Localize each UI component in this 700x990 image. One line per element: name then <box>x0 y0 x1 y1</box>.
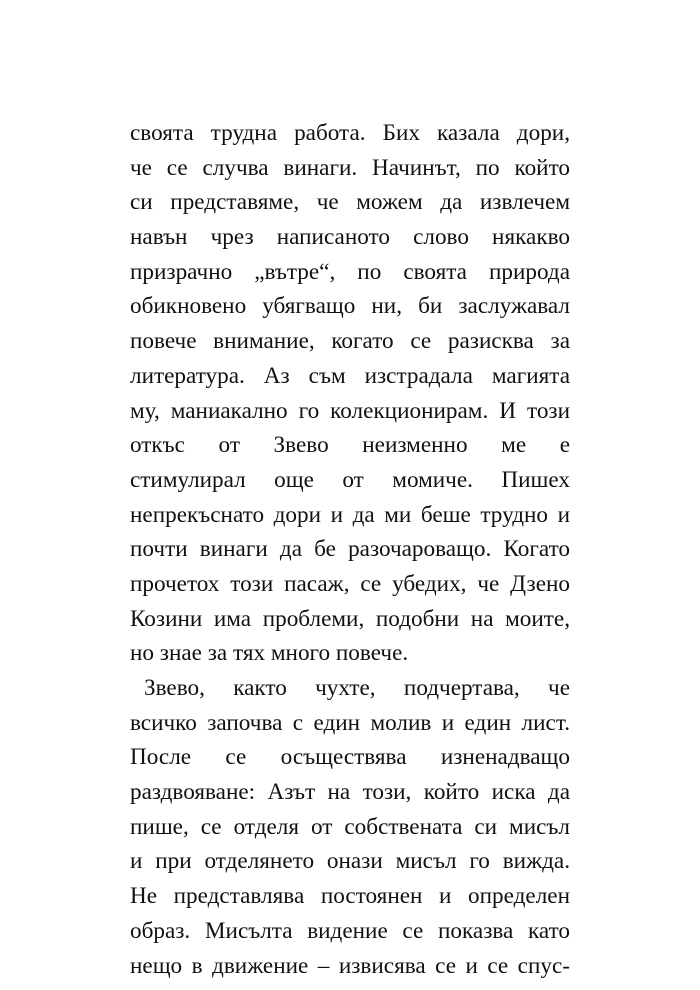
text-line: Не представлява постоянен и определен <box>130 883 570 910</box>
text-line: но знае за тях много повече. <box>130 640 409 667</box>
text-line: всичко започва с един молив и един лист. <box>130 709 570 736</box>
text-line: че се случва винаги. Начинът, по който <box>130 154 570 181</box>
text-line: обикновено убягващо ни, би заслужавал <box>130 293 570 320</box>
text-line: навън чрез написаното слово някакво <box>130 224 570 251</box>
text-line: си представяме, че можем да извлечем <box>130 189 570 216</box>
text-line: повече внимание, когато се разисква за <box>130 328 570 355</box>
text-line: своята трудна работа. Бих казала дори, <box>130 120 570 146</box>
text-line: Козини има проблеми, подобни на моите, <box>130 605 570 632</box>
text-line: и при отделянето онази мисъл го вижда. <box>130 848 570 875</box>
text-line: образ. Мисълта видение се показва като <box>130 917 570 944</box>
text-line: пише, се отделя от собствената си мисъл <box>130 813 570 840</box>
text-line: му, маниакално го колекционирам. И този <box>130 397 570 424</box>
text-line: призрачно „вътре“, по своята природа <box>130 258 570 285</box>
text-line: откъс от Звево неизменно ме е <box>130 432 570 459</box>
text-line: прочетох този пасаж, се убедих, че Дзено <box>130 570 570 597</box>
text-line: Звево, както чухте, подчертава, че <box>144 675 570 701</box>
text-line: литература. Аз съм изстрадала магията <box>130 362 570 389</box>
text-line: стимулирал още от момиче. Пишех <box>130 466 570 493</box>
text-line: непрекъснато дори и да ми беше трудно и <box>130 501 570 528</box>
body-text <box>130 116 570 983</box>
text-line: раздвояване: Азът на този, който иска да <box>130 779 570 806</box>
text-line: почти винаги да бе разочароващо. Когато <box>130 536 570 563</box>
text-line: нещо в движение – извисява се и се спус- <box>130 952 570 979</box>
text-line: После се осъществява изненадващо <box>130 744 570 771</box>
